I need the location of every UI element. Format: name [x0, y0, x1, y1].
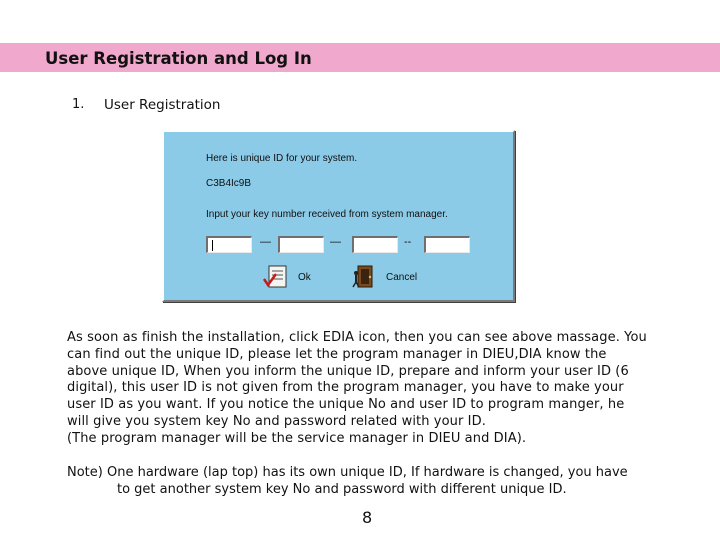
cancel-button[interactable] — [352, 264, 417, 290]
section-number: 1. — [72, 97, 85, 112]
note-line: Note) One hardware (lap top) has its own unique ID, If hardware is changed, you have — [67, 465, 628, 480]
key-field-2[interactable] — [278, 236, 324, 253]
page-title: User Registration and Log In — [45, 49, 312, 68]
key-field-3[interactable] — [352, 236, 398, 253]
text-caret — [212, 240, 213, 251]
hardware-note — [67, 464, 707, 498]
paragraph-line: can find out the unique ID, please let the program manager in DIEU,DIA know the — [67, 346, 607, 362]
registration-dialog — [162, 130, 515, 302]
paragraph-line: above unique ID, When you inform the unique ID, prepare and inform your user ID (6 — [67, 363, 629, 379]
dialog-unique-id-value: C3B4Ic9B — [206, 178, 252, 189]
paragraph-line: user ID as you want. If you notice the unique No and user ID to program manger, he — [67, 397, 625, 413]
key-field-1[interactable] — [206, 236, 252, 253]
key-separator: — — [330, 236, 341, 248]
paragraph-line: digital), this user ID is not given from the program manager, you have to make your — [67, 380, 624, 396]
ok-button[interactable] — [262, 264, 311, 290]
exit-door-icon — [352, 264, 380, 290]
key-separator: -- — [404, 236, 412, 248]
key-separator: — — [260, 236, 271, 248]
ok-label: Ok — [298, 271, 311, 283]
section-label: User Registration — [104, 97, 221, 113]
paragraph-line: (The program manager will be the service manager in DIEU and DIA). — [67, 430, 527, 446]
dialog-unique-id-caption: Here is unique ID for your system. — [206, 153, 358, 164]
dialog-key-instruction: Input your key number received from system manager. — [206, 209, 448, 220]
cancel-label: Cancel — [386, 271, 418, 283]
note-line: to get another system key No and password with different unique ID. — [117, 482, 567, 497]
page-number: 8 — [362, 508, 373, 527]
paragraph-line: will give you system key No and password related with your ID. — [67, 413, 486, 429]
instructions-paragraph — [67, 330, 697, 448]
checklist-icon — [262, 264, 292, 290]
paragraph-line: As soon as finish the installation, click EDIA icon, then you can see above massage. You — [67, 330, 647, 345]
key-field-4[interactable] — [424, 236, 470, 253]
